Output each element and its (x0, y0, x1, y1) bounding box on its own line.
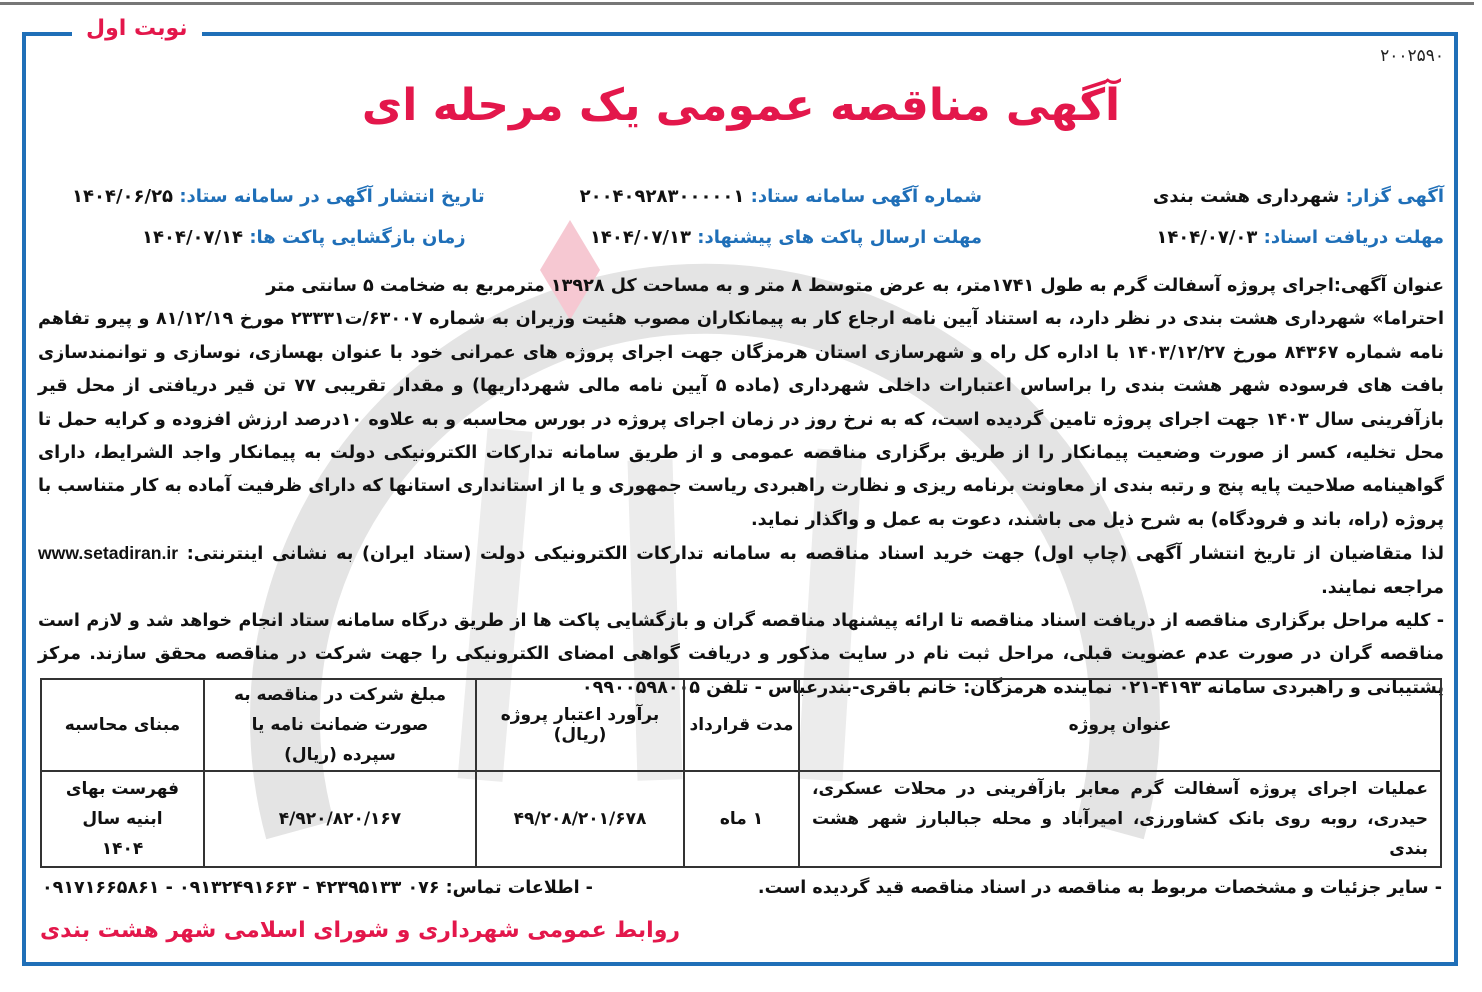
col-basis: مبنای محاسبه (41, 679, 204, 771)
setad-number-label: شماره آگهی سامانه ستاد: (750, 186, 982, 207)
advertiser-label: آگهی گزار: (1345, 186, 1444, 207)
publish-date-label: تاریخ انتشار آگهی در سامانه ستاد: (179, 186, 485, 207)
setad-number-value: ۲۰۰۴۰۹۲۸۳۰۰۰۰۰۱ (579, 186, 745, 207)
col-project-title: عنوان پروژه (799, 679, 1441, 771)
procedure-paragraph: - کلیه مراحل برگزاری مناقصه از دریافت اسناد مناقصه تا ارائه پیشنهاد مناقصه گران و بازگشایی پاکت ها از طریق درگاه سامانه ستاد انجام خواهد شد و لازم است مناقصه گران در صورت عدم عضویت قبلی، مراحل ثبت نام در سایت مذکور و دریافت گواهی امضای الکترونیکی را جهت شرکت در مناقصه محقق سازند. مرکز پشتیبانی و راهبردی سامانه ۴۱۹۳-۰۲۱ نماینده هرمزگان: خانم باقری-بندرعباس - تلفن ۰۹۹۰۰۵۹۸۰۰۵ (38, 611, 1444, 698)
tender-table (40, 678, 1442, 868)
ad-body (38, 270, 1444, 705)
top-rule (0, 2, 1474, 5)
details-note: - سایر جزئیات و مشخصات مربوط به مناقصه در اسناد مناقصه قید گردیده است. (757, 878, 1442, 898)
purchase-text-end: مراجعه نمایند. (1321, 577, 1444, 598)
col-duration: مدت قرارداد (684, 679, 799, 771)
submit-deadline-value: ۱۴۰۴/۰۷/۱۳ (589, 227, 691, 248)
submit-deadline-label: مهلت ارسال پاکت های پیشنهاد: (697, 227, 982, 248)
setadiran-link[interactable]: www.setadiran.ir (38, 543, 179, 564)
ad-number: ۲۰۰۲۵۹۰ (1380, 46, 1444, 66)
cell-basis: فهرست بهای ابنیه سال ۱۴۰۴ (41, 771, 204, 867)
doc-deadline-label: مهلت دریافت اسناد: (1263, 227, 1444, 248)
doc-deadline-value: ۱۴۰۴/۰۷/۰۳ (1156, 227, 1258, 248)
doc-deadline (1156, 227, 1444, 248)
public-relations-signature: روابط عمومی شهرداری و شورای اسلامی شهر هشت بندی (40, 918, 681, 943)
cell-deposit: ۴/۹۲۰/۸۲۰/۱۶۷ (204, 771, 476, 867)
setad-number (580, 186, 982, 207)
purchase-paragraph (38, 537, 1444, 605)
contact-info: - اطلاعات تماس: ۰۷۶ ۴۲۳۹۵۱۳۳ - ۰۹۱۳۲۴۹۱۶۶۳ - ۰۹۱۷۱۶۶۵۸۶۱ (42, 878, 593, 898)
col-deposit: مبلغ شرکت در مناقصه به صورت ضمانت نامه یا سپرده (ریال) (204, 679, 476, 771)
purchase-text: لذا متقاضیان از تاریخ انتشار آگهی (چاپ اول) جهت خرید اسناد مناقصه به سامانه تدارکات الکترونیکی دولت (ستاد ایران) به نشانی اینترنتی: (186, 544, 1444, 565)
advertiser (1153, 186, 1444, 207)
opening-label: زمان بازگشایی پاکت ها: (249, 227, 466, 248)
opening-value: ۱۴۰۴/۰۷/۱۴ (142, 227, 244, 248)
publish-date-value: ۱۴۰۴/۰۶/۲۵ (72, 186, 174, 207)
advertiser-value: شهرداری هشت بندی (1152, 186, 1340, 207)
page-title: آگهی مناقصه عمومی یک مرحله ای (361, 80, 1121, 131)
cell-estimate: ۴۹/۲۰۸/۲۰۱/۶۷۸ (476, 771, 684, 867)
opening-time (142, 227, 466, 248)
submit-deadline (590, 227, 982, 248)
col-estimate: برآورد اعتبار پروژه (ریال) (476, 679, 684, 771)
cell-duration: ۱ ماه (684, 771, 799, 867)
round-label: نوبت اول (72, 16, 202, 41)
main-paragraph: احتراما» شهرداری هشت بندی در نظر دارد، به استناد آیین نامه ارجاع کار به پیمانکاران مصوب هئیت وزیران به شماره ۶۳۰۰۷/ت۲۳۳۳۱ مورخ ۸۱/۱۲/۱۹ و پیرو تفاهم نامه شماره ۸۴۳۶۷ مورخ ۱۴۰۳/۱۲/۲۷ با اداره کل راه و شهرسازی استان هرمزگان جهت اجرای پروژه های عمرانی خود با عنوان بهسازی، نوسازی و توانمندسازی بافت های فرسوده شهر هشت بندی را براساس اعتبارات داخلی شهرداری (ماده ۵ آیین نامه مالی شهرداریها) و مقدار تقریبی ۷۷ تن قیر دریافتی از محل قیر بازآفرینی سال ۱۴۰۳ جهت اجرای پروژه تامین گردیده است، که به نرخ روز در زمان اجرای پروژه در بورس محاسبه و به علاوه ۱۰درصد ارزش افزوده و کرایه حمل تا محل تخلیه، کسر از صورت وضعیت پیمانکار را از طریق برگزاری مناقصه عمومی و از طریق سامانه تدارکات الکترونیکی دولت به پیمانکار واجد الشرایط، دارای گواهینامه صلاحیت پایه پنج و رتبه بندی از معاونت برنامه ریزی و نظارت راهبردی ریاست جمهوری و یا از استانداری استانها که دارای ظرفیت آماده به کار متناسب با پروژه (راه، باند و فرودگاه) به شرح ذیل می باشند، دعوت به عمل و واگذار نماید. (38, 309, 1444, 530)
table-row (41, 771, 1441, 867)
cell-project-title: عملیات اجرای پروژه آسفالت گرم معابر بازآفرینی در محلات عسکری، حیدری، روبه روی بانک کشاورزی، امیرآباد و محله جبالبارز شهر هشت بندی (799, 771, 1441, 867)
table-header-row (41, 679, 1441, 771)
publish-date (72, 186, 485, 207)
subject-paragraph: عنوان آگهی:اجرای پروژه آسفالت گرم به طول ۱۷۴۱متر، به عرض متوسط ۸ متر و به مساحت کل ۱۳۹۲۸ مترمربع به ضخامت ۵ سانتی متر (266, 276, 1444, 296)
